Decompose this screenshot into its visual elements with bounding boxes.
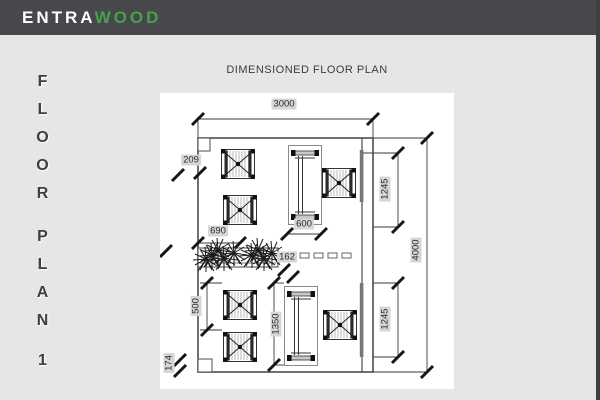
window-marker-top <box>198 138 210 151</box>
dining-table-top <box>289 146 322 225</box>
dim-label-planter: 690 <box>210 225 226 237</box>
dim-label-table-bottom: 1350 <box>270 313 282 335</box>
dim-label-left-chairs: 500 <box>190 298 202 314</box>
dining-table-bottom <box>285 287 318 366</box>
chair <box>223 290 257 320</box>
brand-part-entra: ENTRA <box>22 8 95 27</box>
brand-part-wood: WOOD <box>94 8 162 27</box>
chair <box>223 195 257 225</box>
floor-plan-panel <box>160 93 454 389</box>
dim-label-width-top: 3000 <box>273 98 295 110</box>
dim-label-center-gap: 162 <box>279 251 295 263</box>
header-bar <box>0 0 600 35</box>
chair <box>323 310 357 340</box>
page-title: DIMENSIONED FLOOR PLAN <box>226 64 388 76</box>
dim-label-right-upper: 1245 <box>379 178 391 200</box>
right-wall-segment-top <box>360 150 364 202</box>
dim-label-height-total: 4000 <box>410 239 422 261</box>
page-right-border <box>596 0 600 400</box>
dim-label-table-top: 600 <box>296 218 312 230</box>
brand-logo <box>22 0 161 35</box>
chair <box>223 332 257 362</box>
sidebar-word-number: 1 <box>34 352 51 380</box>
chair <box>221 149 255 179</box>
sidebar-word-floor: FLOOR <box>34 73 51 213</box>
dim-label-corner-bottom: 174 <box>163 355 175 371</box>
dim-label-right-lower: 1245 <box>379 308 391 330</box>
center-dashed-line <box>300 253 351 258</box>
right-wall-segment-bottom <box>360 283 364 357</box>
chair <box>322 168 356 198</box>
dim-label-corner-top: 209 <box>183 154 199 166</box>
window-marker-bottom <box>198 359 212 372</box>
sidebar-word-plan: PLAN <box>34 228 51 340</box>
